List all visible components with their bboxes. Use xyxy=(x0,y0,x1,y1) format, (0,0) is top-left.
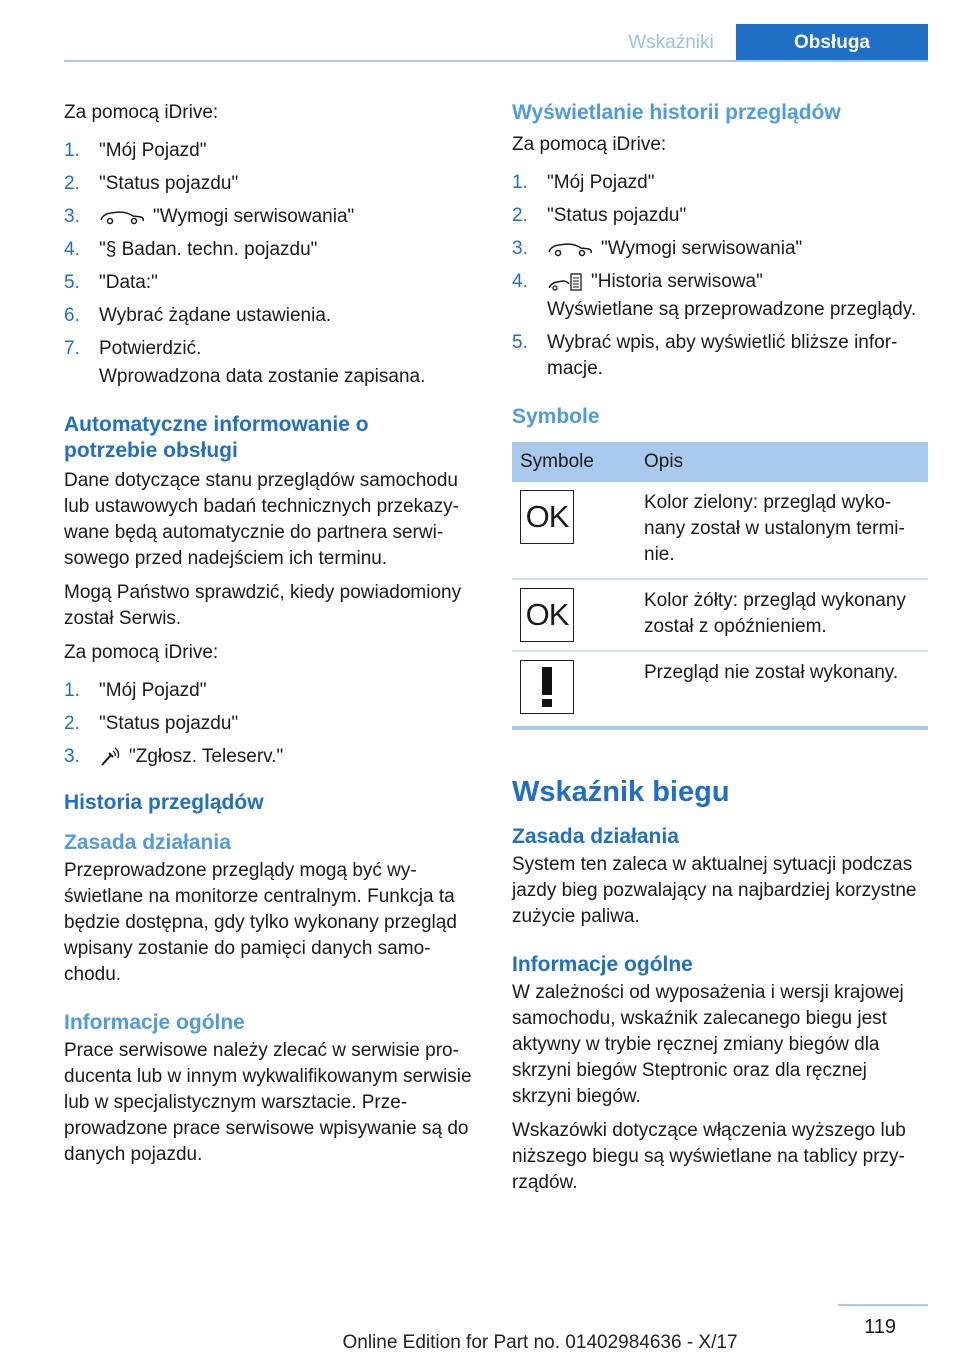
list-item: 1. "Mój Pojazd" xyxy=(64,140,207,161)
list-item: 2. "Status pojazdu" xyxy=(64,173,239,194)
general-paragraph: Prace serwisowe należy zlecać w serwisie producenta lub w innym wykwalifikowanym serwisie lub w specjalistycznym warsztacie. Przeprowadzone prace serwisowe wpisywanie są do danych pojazdu. xyxy=(64,1040,472,1165)
ok-yellow-symbol-icon: OK xyxy=(520,588,574,642)
subheading-general-gear: Informacje ogólne xyxy=(512,953,693,976)
section-heading-history: Historia przeglądów xyxy=(64,791,264,814)
table-row xyxy=(512,651,928,728)
gear-principle-paragraph: System ten zaleca w aktualnej sytuacji podczas jazdy bieg pozwalający na najbardziej korzystne zużycie paliwa. xyxy=(512,854,917,927)
ok-green-symbol-icon: OK xyxy=(520,490,574,544)
section-heading-auto: Automatyczne informowanie o potrzebie obsługi xyxy=(64,413,369,462)
car-icon xyxy=(99,209,145,225)
exclamation-symbol-icon xyxy=(520,660,574,714)
gear-general-paragraph-2: Wskazówki dotyczące włączenia wyższego lub niższego biegu są wyświetlane na tablicy przyrządów. xyxy=(512,1120,906,1193)
auto-paragraph-1: Dane dotyczące stanu przeglądów samochodu lub ustawowych badań technicznych przekazywane będą automatycznie do partnera serwisowego przed nadejściem ich terminu. xyxy=(64,470,459,569)
tab-wskazniki[interactable]: Wskaźniki xyxy=(628,32,714,53)
list-item: 2. "Status pojazdu" xyxy=(512,205,687,226)
section-heading-symbols: Symbole xyxy=(512,405,600,428)
list-item: 4. "§ Badan. techn. pojazdu" xyxy=(64,239,318,260)
table-header-row xyxy=(512,442,928,482)
symbol-description: Przegląd nie został wykonany. xyxy=(636,651,928,728)
list-item: 5. "Data:" xyxy=(64,272,158,293)
page-number: 119 xyxy=(864,1316,896,1338)
history-steps-list xyxy=(512,170,928,295)
symbol-description: Kolor zielony: przegląd wykonany został w ustalonym terminie. xyxy=(636,482,928,579)
col-header-description: Opis xyxy=(636,442,928,482)
list-item-note: Wyświetlane są przeprowadzone przeglądy. xyxy=(547,299,917,320)
idrive-intro-right: Za pomocą iDrive: xyxy=(512,134,667,155)
idrive-intro: Za pomocą iDrive: xyxy=(64,102,219,123)
list-item: 3. "Wymogi serwisowania" xyxy=(64,206,355,227)
principle-paragraph: Przeprowadzone przeglądy mogą być wyświetlane na monitorze centralnym. Funkcja ta będzie dostępna, gdy tylko wykonany przegląd wpisany zostanie do pamięci danych samochodu. xyxy=(64,860,457,985)
list-item: 4. "Historia serwisowa" xyxy=(512,271,763,292)
car-icon xyxy=(547,241,593,257)
gear-general-paragraph-1: W zależności od wyposażenia i wersji krajowej samochodu, wskaźnik zalecanego biegu jest aktywny w trybie ręcznej zmiany biegów dla skrzyni biegów Steptronic oraz dla ręcznej skrzyni biegów. xyxy=(512,982,904,1107)
history-steps-list-cont xyxy=(512,330,928,382)
table-row xyxy=(512,482,928,579)
col-header-symbol: Symbole xyxy=(512,442,636,482)
subheading-general: Informacje ogólne xyxy=(64,1011,245,1034)
teleservice-steps-list xyxy=(64,678,480,770)
list-item: 3. "Zgłosz. Teleserv." xyxy=(64,746,284,767)
teleservice-icon xyxy=(99,747,121,767)
symbol-description: Kolor żółty: przegląd wykonany został z opóźnieniem. xyxy=(636,579,928,651)
date-steps-list xyxy=(64,138,480,362)
list-item-note: Wprowadzona data zostanie zapisana. xyxy=(99,366,426,387)
section-heading-display-history: Wyświetlanie historii przeglądów xyxy=(512,101,841,124)
left-column xyxy=(64,100,480,1176)
list-item: 1. "Mój Pojazd" xyxy=(512,172,655,193)
symbols-table xyxy=(512,442,928,730)
right-column xyxy=(512,100,928,1204)
tab-obsluga[interactable]: Obsługa xyxy=(736,24,928,62)
list-item: 6. Wybrać żądane ustawienia. xyxy=(64,305,332,326)
list-item: 1. "Mój Pojazd" xyxy=(64,680,207,701)
header-divider xyxy=(64,60,928,62)
section-heading-gear-indicator: Wskaźnik biegu xyxy=(512,776,730,808)
list-item: 5. Wybrać wpis, aby wyświetlić bliższe informacje. xyxy=(512,332,898,379)
subheading-principle: Zasada działania xyxy=(64,831,231,854)
list-item: 7. Potwierdzić. xyxy=(64,338,202,359)
auto-idrive-intro: Za pomocą iDrive: xyxy=(64,642,219,663)
service-history-icon xyxy=(547,272,583,292)
footer-divider xyxy=(838,1304,928,1306)
list-item: 2. "Status pojazdu" xyxy=(64,713,239,734)
list-item: 3. "Wymogi serwisowania" xyxy=(512,238,803,259)
auto-paragraph-2: Mogą Państwo sprawdzić, kiedy powiadomiony został Serwis. xyxy=(64,582,462,629)
table-row xyxy=(512,579,928,651)
edition-footer: Online Edition for Part no. 01402984636 - X/17 xyxy=(342,1332,738,1353)
subheading-principle-gear: Zasada działania xyxy=(512,825,679,848)
